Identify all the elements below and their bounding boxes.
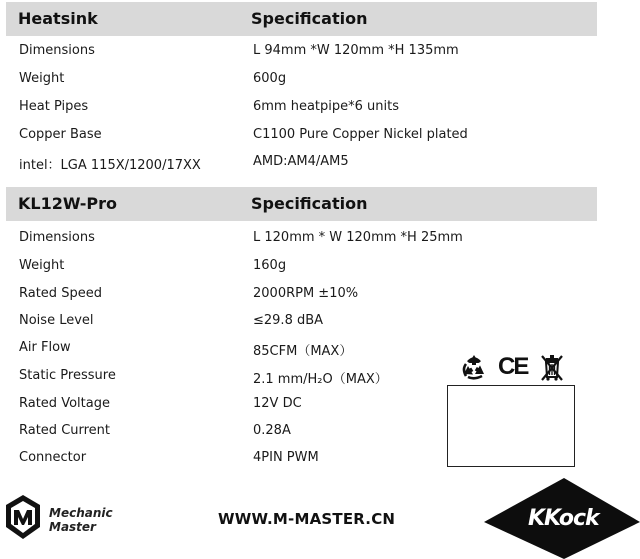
spec-value: 4PIN PWM [253,450,319,465]
spec-value: 12V DC [253,396,302,411]
mechanic-master-emblem-icon [2,493,44,541]
spec-value: C1100 Pure Copper Nickel plated [253,127,468,142]
spec-value: 2.1 mm/H₂O（MAX） [253,372,388,387]
mechanic-master-line2: Master [49,520,96,534]
spec-label: Weight [19,71,65,86]
spec-value: ≤29.8 dBA [253,313,324,328]
heatsink-title: Heatsink [18,9,98,28]
spec-value: 600g [253,71,287,86]
weee-bin-icon [538,352,566,386]
spec-label: Copper Base [19,127,102,142]
spec-label: intel：LGA 115X/1200/17XX [19,158,201,173]
spec-label: Heat Pipes [19,99,89,114]
recycle-icon [459,352,489,386]
spec-value: 0.28A [253,423,291,438]
spec-label: Dimensions [19,230,95,245]
spec-value: 85CFM（MAX） [253,344,353,359]
label-placeholder-box [447,385,575,467]
mechanic-master-line1: Mechanic [49,506,113,520]
heatsink-spec-heading: Specification [251,9,368,28]
spec-value: L 94mm *W 120mm *H 135mm [253,43,459,58]
spec-label: Weight [19,258,65,273]
kkock-wordmark: KKock [528,506,599,531]
spec-label: Air Flow [19,340,71,355]
mechanic-master-logo [2,493,142,543]
spec-label: Rated Voltage [19,396,110,411]
fan-spec-heading: Specification [251,194,368,213]
spec-label: Static Pressure [19,368,116,383]
spec-label: Rated Speed [19,286,102,301]
heatsink-header [6,2,597,36]
spec-value: 160g [253,258,287,273]
kkock-logo [484,478,640,559]
fan-title: KL12W-Pro [18,194,118,213]
fan-header [6,187,597,221]
spec-label: Noise Level [19,313,94,328]
spec-value: 6mm heatpipe*6 units [253,99,400,114]
spec-value: 2000RPM ±10% [253,286,359,301]
spec-value: AMD:AM4/AM5 [253,154,349,169]
spec-value: L 120mm * W 120mm *H 25mm [253,230,463,245]
certification-icons [459,352,571,382]
website-url: WWW.M-MASTER.CN [218,510,396,528]
spec-label: Connector [19,450,87,465]
ce-mark-icon: CE [498,353,528,380]
spec-label: Dimensions [19,43,95,58]
spec-label: Rated Current [19,423,111,438]
